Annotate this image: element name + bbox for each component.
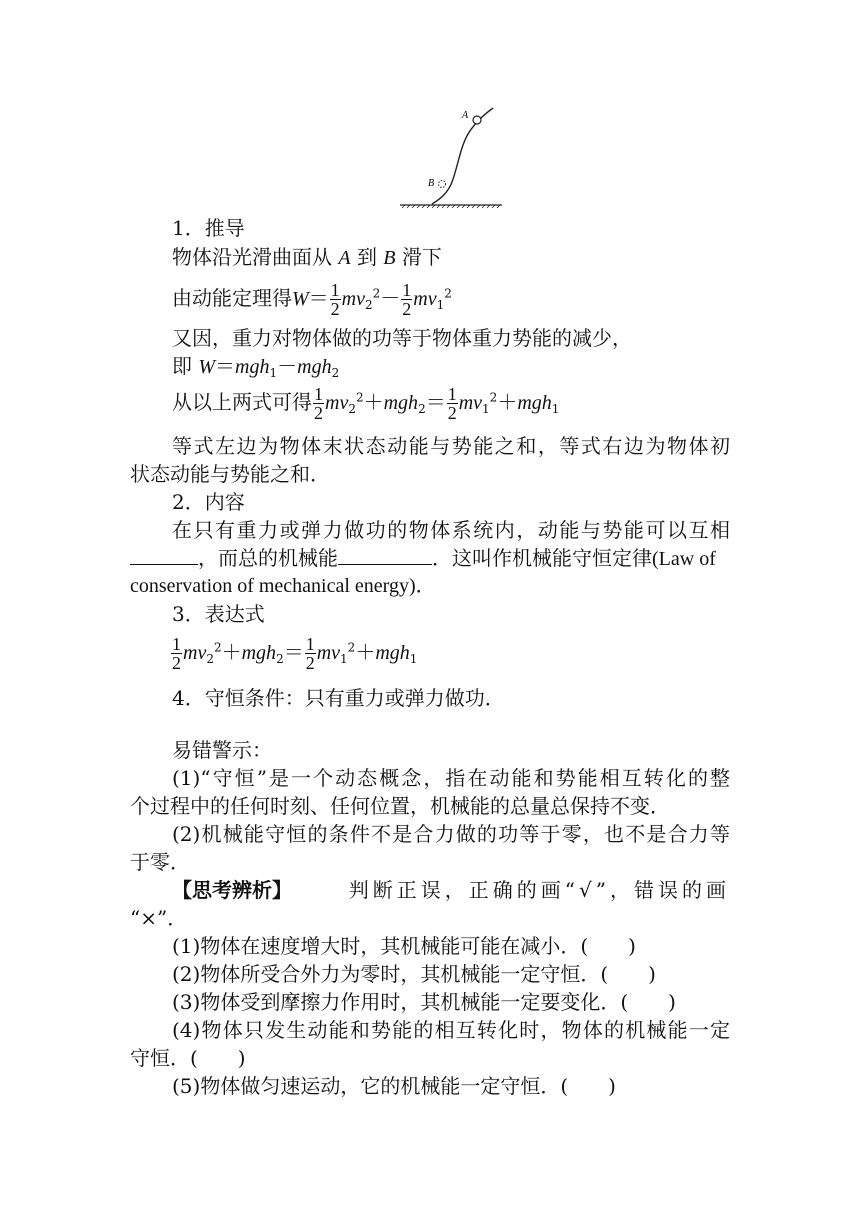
text: 滑下 (401, 245, 442, 269)
derivation-line5 (172, 380, 559, 424)
question-1[interactable]: (1)物体在速度增大时，其机械能可能在减小．( ) (172, 934, 636, 958)
warning-p2a: (2)机械能守恒的条件不是合力做的功等于零，也不是合力等 (172, 822, 730, 846)
mgh-term: mgh (383, 392, 419, 414)
curve-track (432, 108, 493, 204)
warning-p1a: (1)“守恒”是一个动态概念，指在动能和势能相互转化的整 (172, 766, 730, 790)
equals: ＝ (425, 390, 446, 414)
label-a: A (462, 110, 469, 121)
sub: 1 (436, 298, 445, 312)
frac-den: 2 (172, 653, 181, 673)
sub: 1 (340, 652, 348, 666)
sup: 2 (444, 286, 452, 301)
plus: ＋ (221, 640, 242, 664)
expression-formula (170, 630, 417, 674)
fraction-half (171, 635, 182, 672)
minus: － (380, 286, 401, 310)
frac-num: 1 (402, 280, 412, 300)
question-2[interactable]: (2)物体所受合外力为零时，其机械能一定守恒．( ) (172, 962, 656, 986)
sub: 2 (348, 402, 356, 416)
equals: ＝ (215, 354, 236, 378)
equals: ＝ (283, 640, 304, 664)
frac-den: 2 (314, 403, 323, 423)
sub: 1 (551, 402, 560, 416)
sup: 2 (372, 286, 381, 301)
mgh-term: mgh (235, 356, 270, 378)
frac-den: 2 (305, 653, 315, 673)
symbol-w: W (198, 356, 216, 378)
fill-blank-2[interactable] (338, 546, 432, 565)
content-line3: conservation of mechanical energy)． (130, 575, 436, 597)
mv-term: mv (413, 288, 437, 310)
frac-num: 1 (330, 280, 340, 300)
warning-title: 易错警示： (172, 738, 272, 762)
content-line1: 在只有重力或弹力做功的物体系统内，动能与势能可以互相 (172, 518, 730, 542)
text: 从以上两式可得 (172, 390, 312, 414)
curved-surface-figure (396, 104, 508, 212)
sup: 2 (355, 390, 364, 405)
mgh-term: mgh (375, 642, 410, 664)
fill-blank-1[interactable] (130, 546, 198, 565)
sup: 2 (213, 640, 222, 655)
content-line2 (130, 546, 730, 571)
derivation-para-line2: 状态动能与势能之和． (130, 462, 330, 486)
minus: － (277, 354, 298, 378)
sub: 2 (331, 366, 340, 380)
expression-heading: 3．表达式 (172, 602, 265, 626)
plus: ＋ (363, 390, 384, 414)
text: ，而总的机械能 (198, 546, 338, 570)
fraction-half (330, 281, 341, 318)
symbol-w: W (292, 288, 309, 310)
mv-term: mv (316, 642, 341, 664)
question-5[interactable]: (5)物体做匀速运动，它的机械能一定守恒．( ) (172, 1074, 616, 1098)
derivation-heading: 1．推导 (172, 216, 245, 240)
frac-den: 2 (447, 403, 457, 423)
mv-term: mv (325, 392, 349, 414)
think-intro-b: “×”． (130, 906, 188, 930)
mgh-term: mgh (241, 642, 277, 664)
think-intro (172, 878, 730, 902)
fraction-half (401, 281, 412, 318)
frac-num: 1 (447, 384, 457, 404)
mv-term: mv (458, 392, 483, 414)
question-4b[interactable]: 守恒．( ) (130, 1046, 246, 1070)
text: ．这叫作机械能守恒定律(Law of (432, 548, 716, 570)
derivation-para-line1: 等式左边为物体末状态动能与势能之和，等式右边为物体初 (172, 434, 730, 458)
warning-p2b: 于零． (130, 850, 190, 874)
sub: 1 (269, 366, 278, 380)
derivation-line2 (172, 276, 452, 320)
frac-den: 2 (330, 299, 340, 319)
fraction-half (447, 385, 458, 422)
mv-term: mv (183, 642, 207, 664)
point-a: A (338, 247, 351, 269)
question-4a[interactable]: (4)物体只发生动能和势能的相互转化时，物体的机械能一定 (172, 1018, 730, 1042)
derivation-line3: 又因，重力对物体做的功等于物体重力势能的减少， (172, 326, 632, 350)
plus: ＋ (497, 390, 518, 414)
label-b: B (428, 178, 435, 189)
frac-den: 2 (402, 299, 412, 319)
question-3[interactable]: (3)物体受到摩擦力作用时，其机械能一定要变化．( ) (172, 990, 676, 1014)
ball-b (439, 181, 446, 188)
sup: 2 (347, 640, 356, 655)
content-heading: 2．内容 (172, 490, 245, 514)
think-intro-text: 判断正误，正确的画“√”，错误的画 (348, 878, 730, 902)
mgh-term: mgh (517, 392, 552, 414)
text: 即 (172, 354, 192, 378)
frac-num: 1 (305, 634, 315, 654)
derivation-line1 (172, 245, 442, 270)
sup: 2 (489, 390, 498, 405)
text: 物体沿光滑曲面从 (172, 245, 332, 269)
mgh-term: mgh (297, 356, 332, 378)
sub: 2 (206, 652, 214, 666)
text: 由动能定理得 (172, 286, 292, 310)
plus: ＋ (355, 640, 376, 664)
point-b: B (383, 247, 396, 269)
frac-num: 1 (172, 634, 181, 654)
fraction-half (305, 635, 316, 672)
condition-text: 4．守恒条件：只有重力或弹力做功． (172, 686, 505, 710)
text: 到 (356, 245, 377, 269)
equals: ＝ (308, 286, 329, 310)
derivation-line4 (172, 354, 339, 379)
sub: 1 (409, 652, 418, 666)
fraction-half (313, 385, 324, 422)
ball-a (473, 116, 481, 124)
sub: 2 (276, 652, 284, 666)
think-tag: 【思考辨析】 (172, 878, 292, 902)
sub: 2 (365, 298, 373, 312)
sub: 1 (482, 402, 490, 416)
sub: 2 (418, 402, 426, 416)
frac-num: 1 (314, 384, 323, 404)
warning-p1b: 个过程中的任何时刻、任何位置，机械能的总量总保持不变． (130, 794, 670, 818)
mv-term: mv (341, 288, 365, 310)
